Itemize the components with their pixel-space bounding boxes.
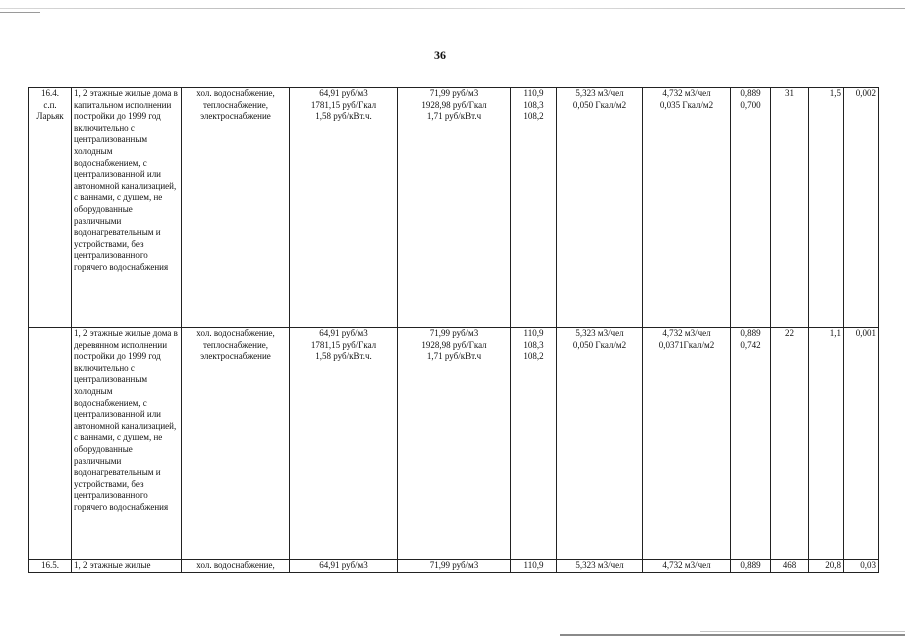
norm-new-cell: 4,732 м3/чел 0,0371Гкал/м2 <box>643 328 731 560</box>
coefficient-cell: 0,889 <box>731 560 771 573</box>
tariff-new-cell: 71,99 руб/м3 <box>398 560 511 573</box>
norm-current-cell: 5,323 м3/чел <box>557 560 643 573</box>
coefficient-cell: 0,889 0,700 <box>731 88 771 328</box>
row-number-cell <box>29 328 72 560</box>
row-number-cell: 16.5. <box>29 560 72 573</box>
tariff-current-cell: 64,91 руб/м3 1781,15 руб/Гкал 1,58 руб/кВт.ч. <box>290 88 398 328</box>
housing-description-cell: 1, 2 этажные жилые дома в капитальном исполнении постройки до 1999 год включительно с централизованным холодным водоснабжением, с централизованной или автономной канализацией, с ваннами, с душем, не оборудованные различными водонагревательным и устройствами, без централизованного горячего водоснабжения <box>72 88 182 328</box>
services-cell: хол. водоснабжение, теплоснабжение, электроснабжение <box>182 328 290 560</box>
index-cell: 110,9 108,3 108,2 <box>511 88 557 328</box>
count-cell: 22 <box>771 328 809 560</box>
tariff-table <box>28 87 879 573</box>
tariff-current-cell: 64,91 руб/м3 1781,15 руб/Гкал 1,58 руб/кВт.ч. <box>290 328 398 560</box>
row-number-cell: 16.4. с.п. Ларьяк <box>29 88 72 328</box>
count-cell: 468 <box>771 560 809 573</box>
tariff-current-cell: 64,91 руб/м3 <box>290 560 398 573</box>
tariff-new-cell: 71,99 руб/м3 1928,98 руб/Гкал 1,71 руб/кВт.ч <box>398 88 511 328</box>
housing-description-cell: 1, 2 этажные жилые <box>72 560 182 573</box>
share-cell: 0,001 <box>844 328 879 560</box>
value-cell: 1,5 <box>809 88 844 328</box>
value-cell: 1,1 <box>809 328 844 560</box>
housing-description-cell: 1, 2 этажные жилые дома в деревянном исполнении постройки до 1999 год включительно с централизованным холодным водоснабжением, с централизованной или автономной канализацией, с ваннами, с душем, не оборудованные различными водонагревательным и устройствами, без централизованного горячего водоснабжения <box>72 328 182 560</box>
tariff-new-cell: 71,99 руб/м3 1928,98 руб/Гкал 1,71 руб/кВт.ч <box>398 328 511 560</box>
share-cell: 0,03 <box>844 560 879 573</box>
count-cell: 31 <box>771 88 809 328</box>
table-row <box>29 560 879 573</box>
norm-new-cell: 4,732 м3/чел 0,035 Гкал/м2 <box>643 88 731 328</box>
table-row <box>29 328 879 560</box>
norm-current-cell: 5,323 м3/чел 0,050 Гкал/м2 <box>557 88 643 328</box>
page-number: 36 <box>434 48 446 62</box>
scan-edge-top <box>0 8 905 9</box>
scan-artifact <box>700 631 905 632</box>
value-cell: 20,8 <box>809 560 844 573</box>
scan-edge-bottom <box>560 634 905 636</box>
norm-new-cell: 4,732 м3/чел <box>643 560 731 573</box>
share-cell: 0,002 <box>844 88 879 328</box>
coefficient-cell: 0,889 0,742 <box>731 328 771 560</box>
norm-current-cell: 5,323 м3/чел 0,050 Гкал/м2 <box>557 328 643 560</box>
index-cell: 110,9 <box>511 560 557 573</box>
table-row <box>29 88 879 328</box>
services-cell: хол. водоснабжение, теплоснабжение, электроснабжение <box>182 88 290 328</box>
index-cell: 110,9 108,3 108,2 <box>511 328 557 560</box>
services-cell: хол. водоснабжение, <box>182 560 290 573</box>
scan-artifact <box>0 12 40 13</box>
